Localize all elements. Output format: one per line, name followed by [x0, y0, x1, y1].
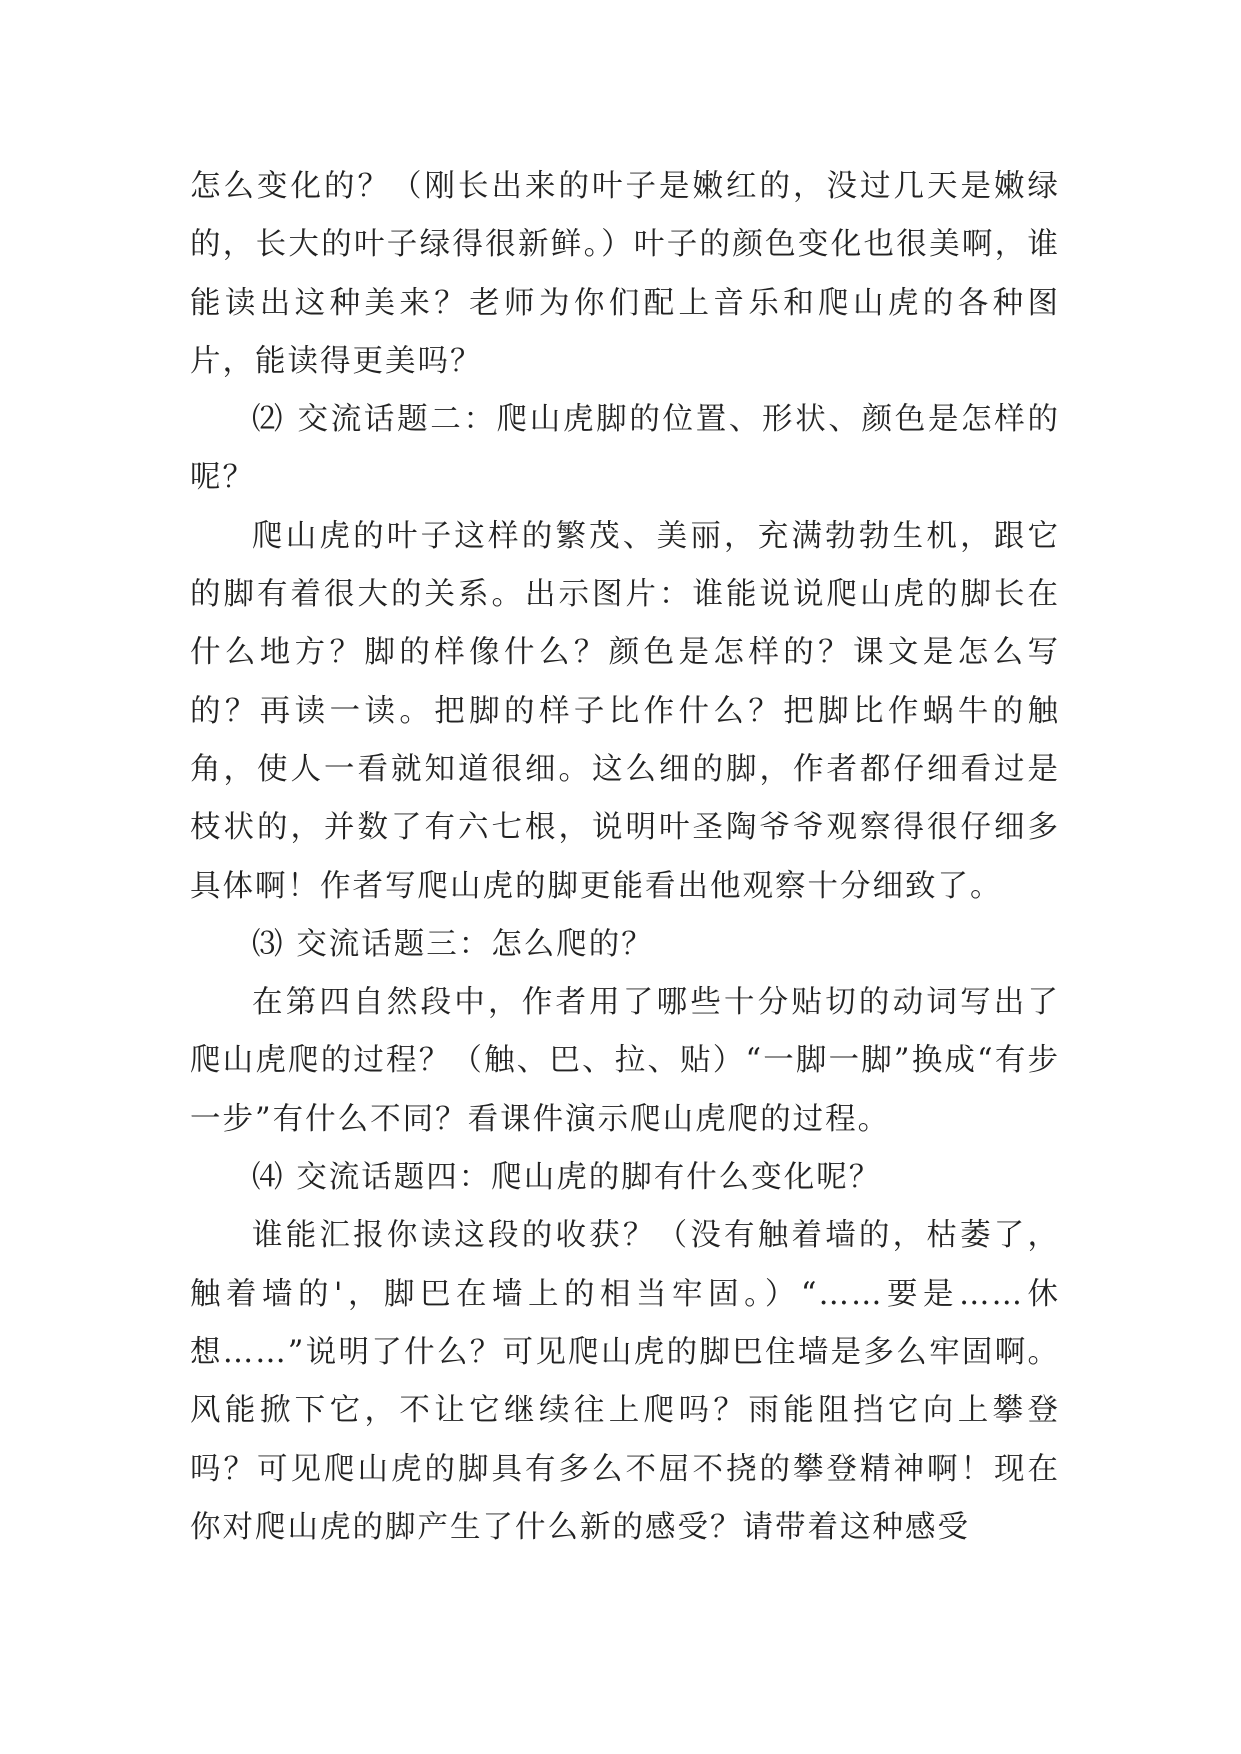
paragraph-topic-three: ⑶ 交流话题三：怎么爬的？: [252, 926, 654, 962]
paragraph-topic-four: ⑷ 交流话题四：爬山虎的脚有什么变化呢？: [252, 1160, 882, 1196]
paragraph-3: 爬山虎的叶子这样的繁茂、美丽，充满勃勃生机，跟它的脚有着很大的关系。出示图片：谁能说说爬山虎的脚长在什么地方？脚的样像什么？颜色是怎样的？课文是怎么写的？再读一读。把脚的样子比作什么？把脚比作蜗牛的触角，使人一看就知道很细。这么细的脚，作者都仔细看过是枝状的，并数了有六七根，说明叶圣陶爷爷观察得很仔细多具体啊！作者写爬山虎的脚更能看出他观察十分细致了。: [190, 518, 1060, 904]
paragraph-1: 怎么变化的？（刚长出来的叶子是嫩红的，没过几天是嫩绿的，长大的叶子绿得很新鲜。）叶子的颜色变化也很美啊，谁能读出这种美来？老师为你们配上音乐和爬山虎的各种图片，能读得更美吗？: [190, 169, 1060, 379]
paragraph-topic-two: ⑵ 交流话题二：爬山虎脚的位置、形状、颜色是怎样的呢？: [190, 402, 1060, 496]
document-body: [190, 158, 1060, 1557]
paragraph-7: 谁能汇报你读这段的收获？（没有触着墙的，枯萎了，触着墙的'，脚巴在墙上的相当牢固。）“……要是……休想……”说明了什么？可见爬山虎的脚巴住墙是多么牢固啊。风能掀下它，不让它继续往上爬吗？雨能阻挡它向上攀登吗？可见爬山虎的脚具有多么不屈不挠的攀登精神啊！现在你对爬山虎的脚产生了什么新的感受？请带着这种感受: [190, 1218, 1060, 1545]
paragraph-5: 在第四自然段中，作者用了哪些十分贴切的动词写出了爬山虎爬的过程？（触、巴、拉、贴）“一脚一脚”换成“有步一步”有什么不同？看课件演示爬山虎爬的过程。: [190, 985, 1060, 1137]
